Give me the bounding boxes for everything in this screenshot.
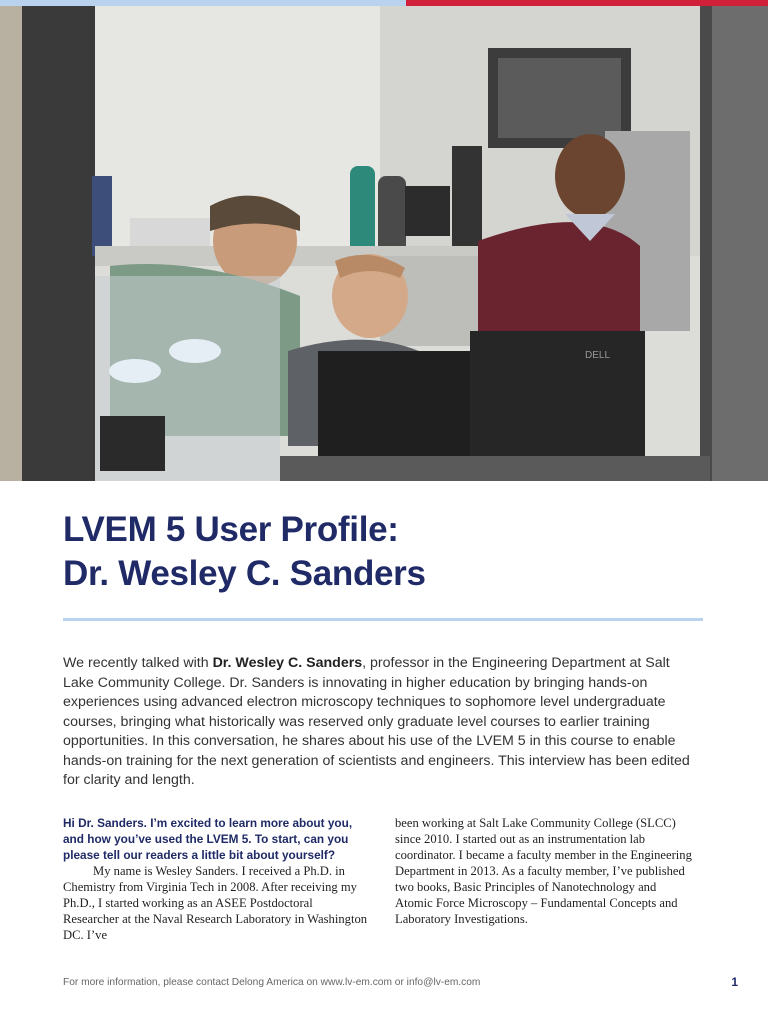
title-line-2: Dr. Wesley C. Sanders xyxy=(63,554,426,593)
intro-lead: We recently talked with xyxy=(63,655,213,671)
title-divider xyxy=(63,618,703,621)
interview-column-left xyxy=(63,815,369,943)
page-number: 1 xyxy=(731,975,738,989)
interview-column-right xyxy=(395,815,695,927)
interview-question: Hi Dr. Sanders. I’m excited to learn more about you, and how you’ve used the LVEM 5. To start, can you please tell our readers a little bit about yourself? xyxy=(63,816,353,862)
intro-interviewee-name: Dr. Wesley C. Sanders xyxy=(212,655,363,671)
interview-answer-right: been working at Salt Lake Community College (SLCC) since 2010. I started out as an instrumentation lab coordinator. I became a faculty member in the Engineering Department in 2013. As a faculty member, I’ve published two books, Basic Principles of Nanotechnology and Atomic Force Microscopy – Fundamental Concepts and Laboratory Investigations. xyxy=(395,816,692,926)
interview-answer-left: My name is Wesley Sanders. I received a Ph.D. in Chemistry from Virginia Tech in 2008. After receiving my Ph.D., I started working as an ASEE Postdoctoral Researcher at the Naval Research Laboratory in Washington DC. I’ve xyxy=(63,864,368,942)
intro-paragraph xyxy=(63,654,703,791)
lab-photo xyxy=(0,6,768,481)
article-title xyxy=(63,508,723,596)
intro-rest: , professor in the Engineering Department at Salt Lake Community College. Dr. Sanders is innovating in higher education by bringing hands-on experiences using advanced electron microscopy techniques to sophomore level undergraduate courses, bringing what historically was reserved only graduate level courses to earlier training opportunities. In this conversation, he shares about his use of the LVEM 5 in this course to enable hands-on training for the next generation of scientists and engineers. This interview has been edited for clarity and length. xyxy=(63,655,690,788)
monitor-brand-label: DELL xyxy=(585,350,611,361)
lab-photo-illustration xyxy=(0,6,768,481)
title-line-1: LVEM 5 User Profile: xyxy=(63,510,399,549)
footer-contact: For more information, please contact Delong America on www.lv-em.com or info@lv-em.com xyxy=(63,977,481,988)
